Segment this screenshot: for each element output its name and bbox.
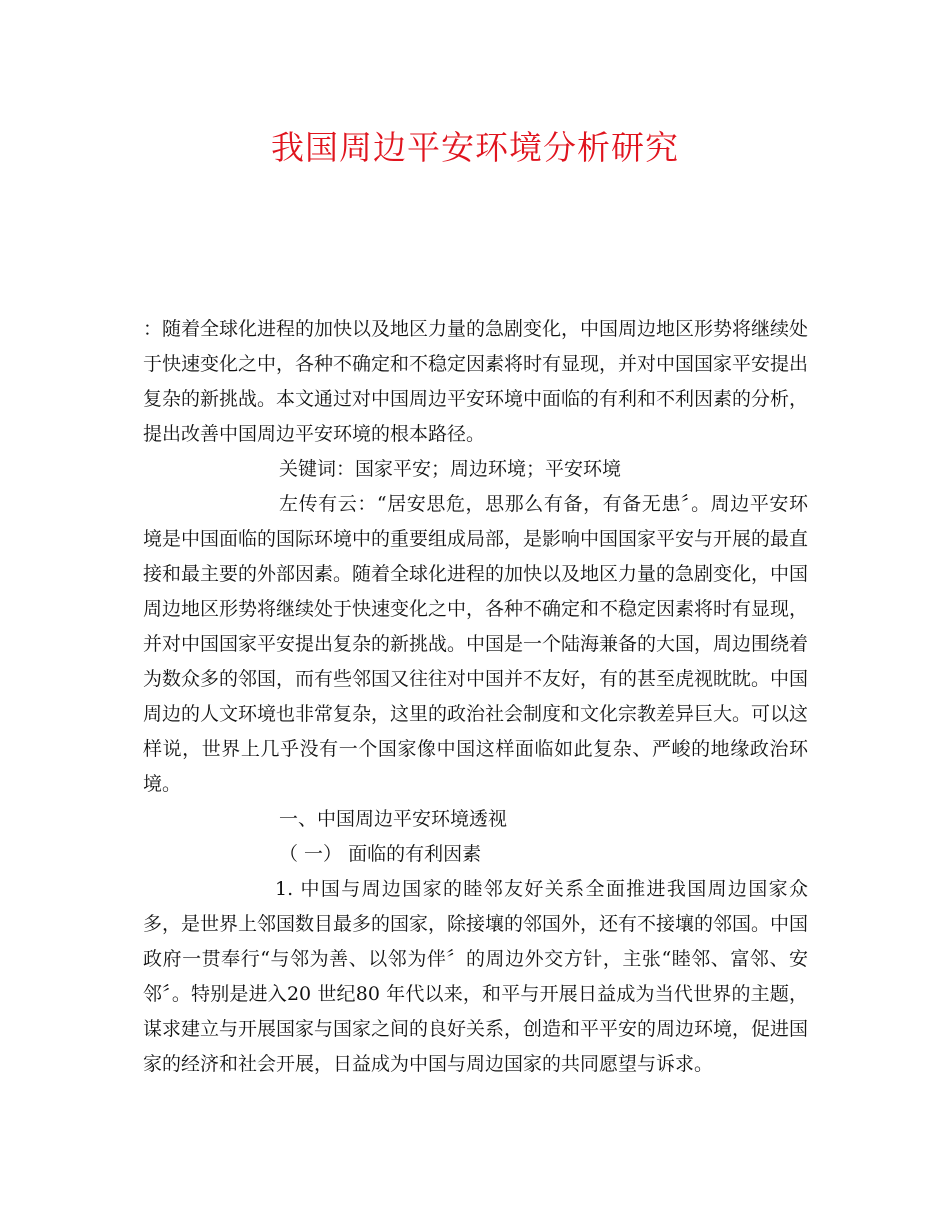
subsection-heading: （ 一） 面临的有利因素 <box>279 843 482 865</box>
document-title: 我国周边平安环境分析研究 <box>271 128 679 167</box>
abstract-paragraph: ：随着全球化进程的加快以及地区力量的急剧变化，中国周边地区形势将继续处于快速变化之中，各种不确定和不稳定因素将时有显现，并对中国国家平安提出复杂的新挑战。本文通过对中国周边平安环境中面临的有利和不利因素的分析，提出改善中国周边平安环境的根本路径。 <box>143 318 809 445</box>
keywords-line: 关键词：国家平安；周边环境；平安环境 <box>279 458 622 480</box>
point-1-paragraph: 1. 中国与周边国家的睦邻友好关系全面推进我国周边国家众多，是世界上邻国数目最多的国家，除接壤的邻国外，还有不接壤的邻国。中国政府一贯奉行“与邻为善、以邻为伴〞的周边外交方针，主张“睦邻、富邻、安邻〞。特别是进入20 世纪80 年代以来，和平与开展日益成为当代世界的主题，谋求建立与开展国家与国家之间的良好关系，创造和平平安的周边环境，促进国家的经济和社会开展，日益成为中国与周边国家的共同愿望与诉求。 <box>143 878 809 1075</box>
section-heading: 一、中国周边平安环境透视 <box>279 808 508 830</box>
intro-paragraph: 左传有云：“居安思危，思那么有备，有备无患〞。周边平安环境是中国面临的国际环境中的重要组成局部，是影响中国国家平安与开展的最直接和最主要的外部因素。随着全球化进程的加快以及地区力量的急剧变化，中国周边地区形势将继续处于快速变化之中，各种不确定和不稳定因素将时有显现，并对中国国家平安提出复杂的新挑战。中国是一个陆海兼备的大国，周边围绕着为数众多的邻国，而有些邻国又往往对中国并不友好，有的甚至虎视眈眈。中国周边的人文环境也非常复杂，这里的政治社会制度和文化宗教差异巨大。可以这样说，世界上几乎没有一个国家像中国这样面临如此复杂、严峻的地缘政治环境。 <box>143 493 809 795</box>
document-body <box>143 312 808 1082</box>
